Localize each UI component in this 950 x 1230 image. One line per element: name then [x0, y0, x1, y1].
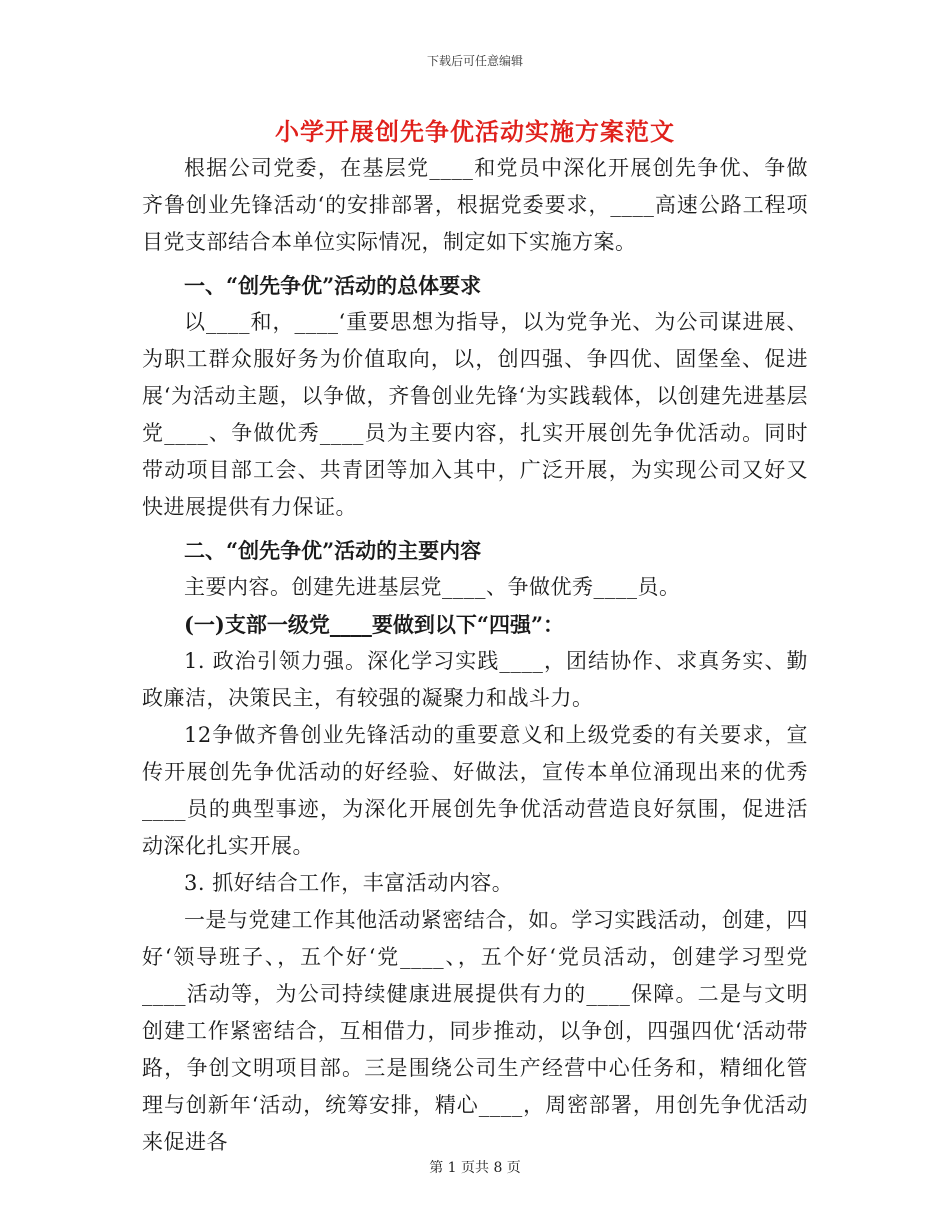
- section-heading: 二、“创先争优”活动的主要内容: [184, 538, 482, 563]
- paragraph: 主要内容。创建先进基层党____、争做优秀____员。: [184, 575, 681, 599]
- section-heading: 一、“创先争优”活动的总体要求: [184, 273, 482, 298]
- header-note: 下载后可任意编辑: [426, 54, 523, 68]
- paragraph: 以____和，____‘重要思想为指导，以为党争光、为公司谋进展、为职工群众服好务为价值取向，以，创四强、争四优、固堡垒、促进展‘为活动主题，以争做，齐鲁创业先锋‘为实践载体，以创建先进基层党____、争做优秀____员为主要内容，扎实开展创先争优活动。同时带动项目部工会、共青团等加入其中，广泛开展，为实现公司又好又快进展提供有力保证。: [142, 310, 808, 519]
- paragraph: 一是与党建工作其他活动紧密结合，如。学习实践活动，创建，四好‘领导班子、，五个好‘党____、，五个好‘党员活动，创建学习型党____活动等，为公司持续健康进展提供有力的____保障。二是与文明创建工作紧密结合，互相借力，同步推动，以争创，四强四优‘活动带路，争创文明项目部。三是围绕公司生产经营中心任务和，精细化管理与创新年‘活动，统筹安排，精心____，周密部署，用创先争优活动来促进各: [142, 908, 808, 1154]
- paragraph: 12争做齐鲁创业先锋活动的重要意义和上级党委的有关要求，宣传开展创先争优活动的好经验、好做法，宣传本单位涌现出来的优秀____员的典型事迹，为深化开展创先争优活动营造良好氛围，促进活动深化扎实开展。: [142, 723, 808, 858]
- page-footer: 第 1 页共 8 页: [429, 1160, 521, 1176]
- paragraph: 1. 政治引领力强。深化学习实践____，团结协作、求真务实、勤政廉洁，决策民主，有较强的凝聚力和战斗力。: [142, 649, 808, 710]
- document-body: [142, 150, 808, 1161]
- document-title: 小学开展创先争优活动实施方案范文: [275, 117, 675, 146]
- paragraph: 3. 抓好结合工作，丰富活动内容。: [184, 871, 514, 895]
- subsection-heading: (一)支部一级党____要做到以下“四强”：: [184, 612, 565, 637]
- paragraph: 根据公司党委，在基层党____和党员中深化开展创先争优、争做齐鲁创业先锋活动‘的安排部署，根据党委要求，____高速公路工程项目党支部结合本单位实际情况，制定如下实施方案。: [142, 156, 808, 254]
